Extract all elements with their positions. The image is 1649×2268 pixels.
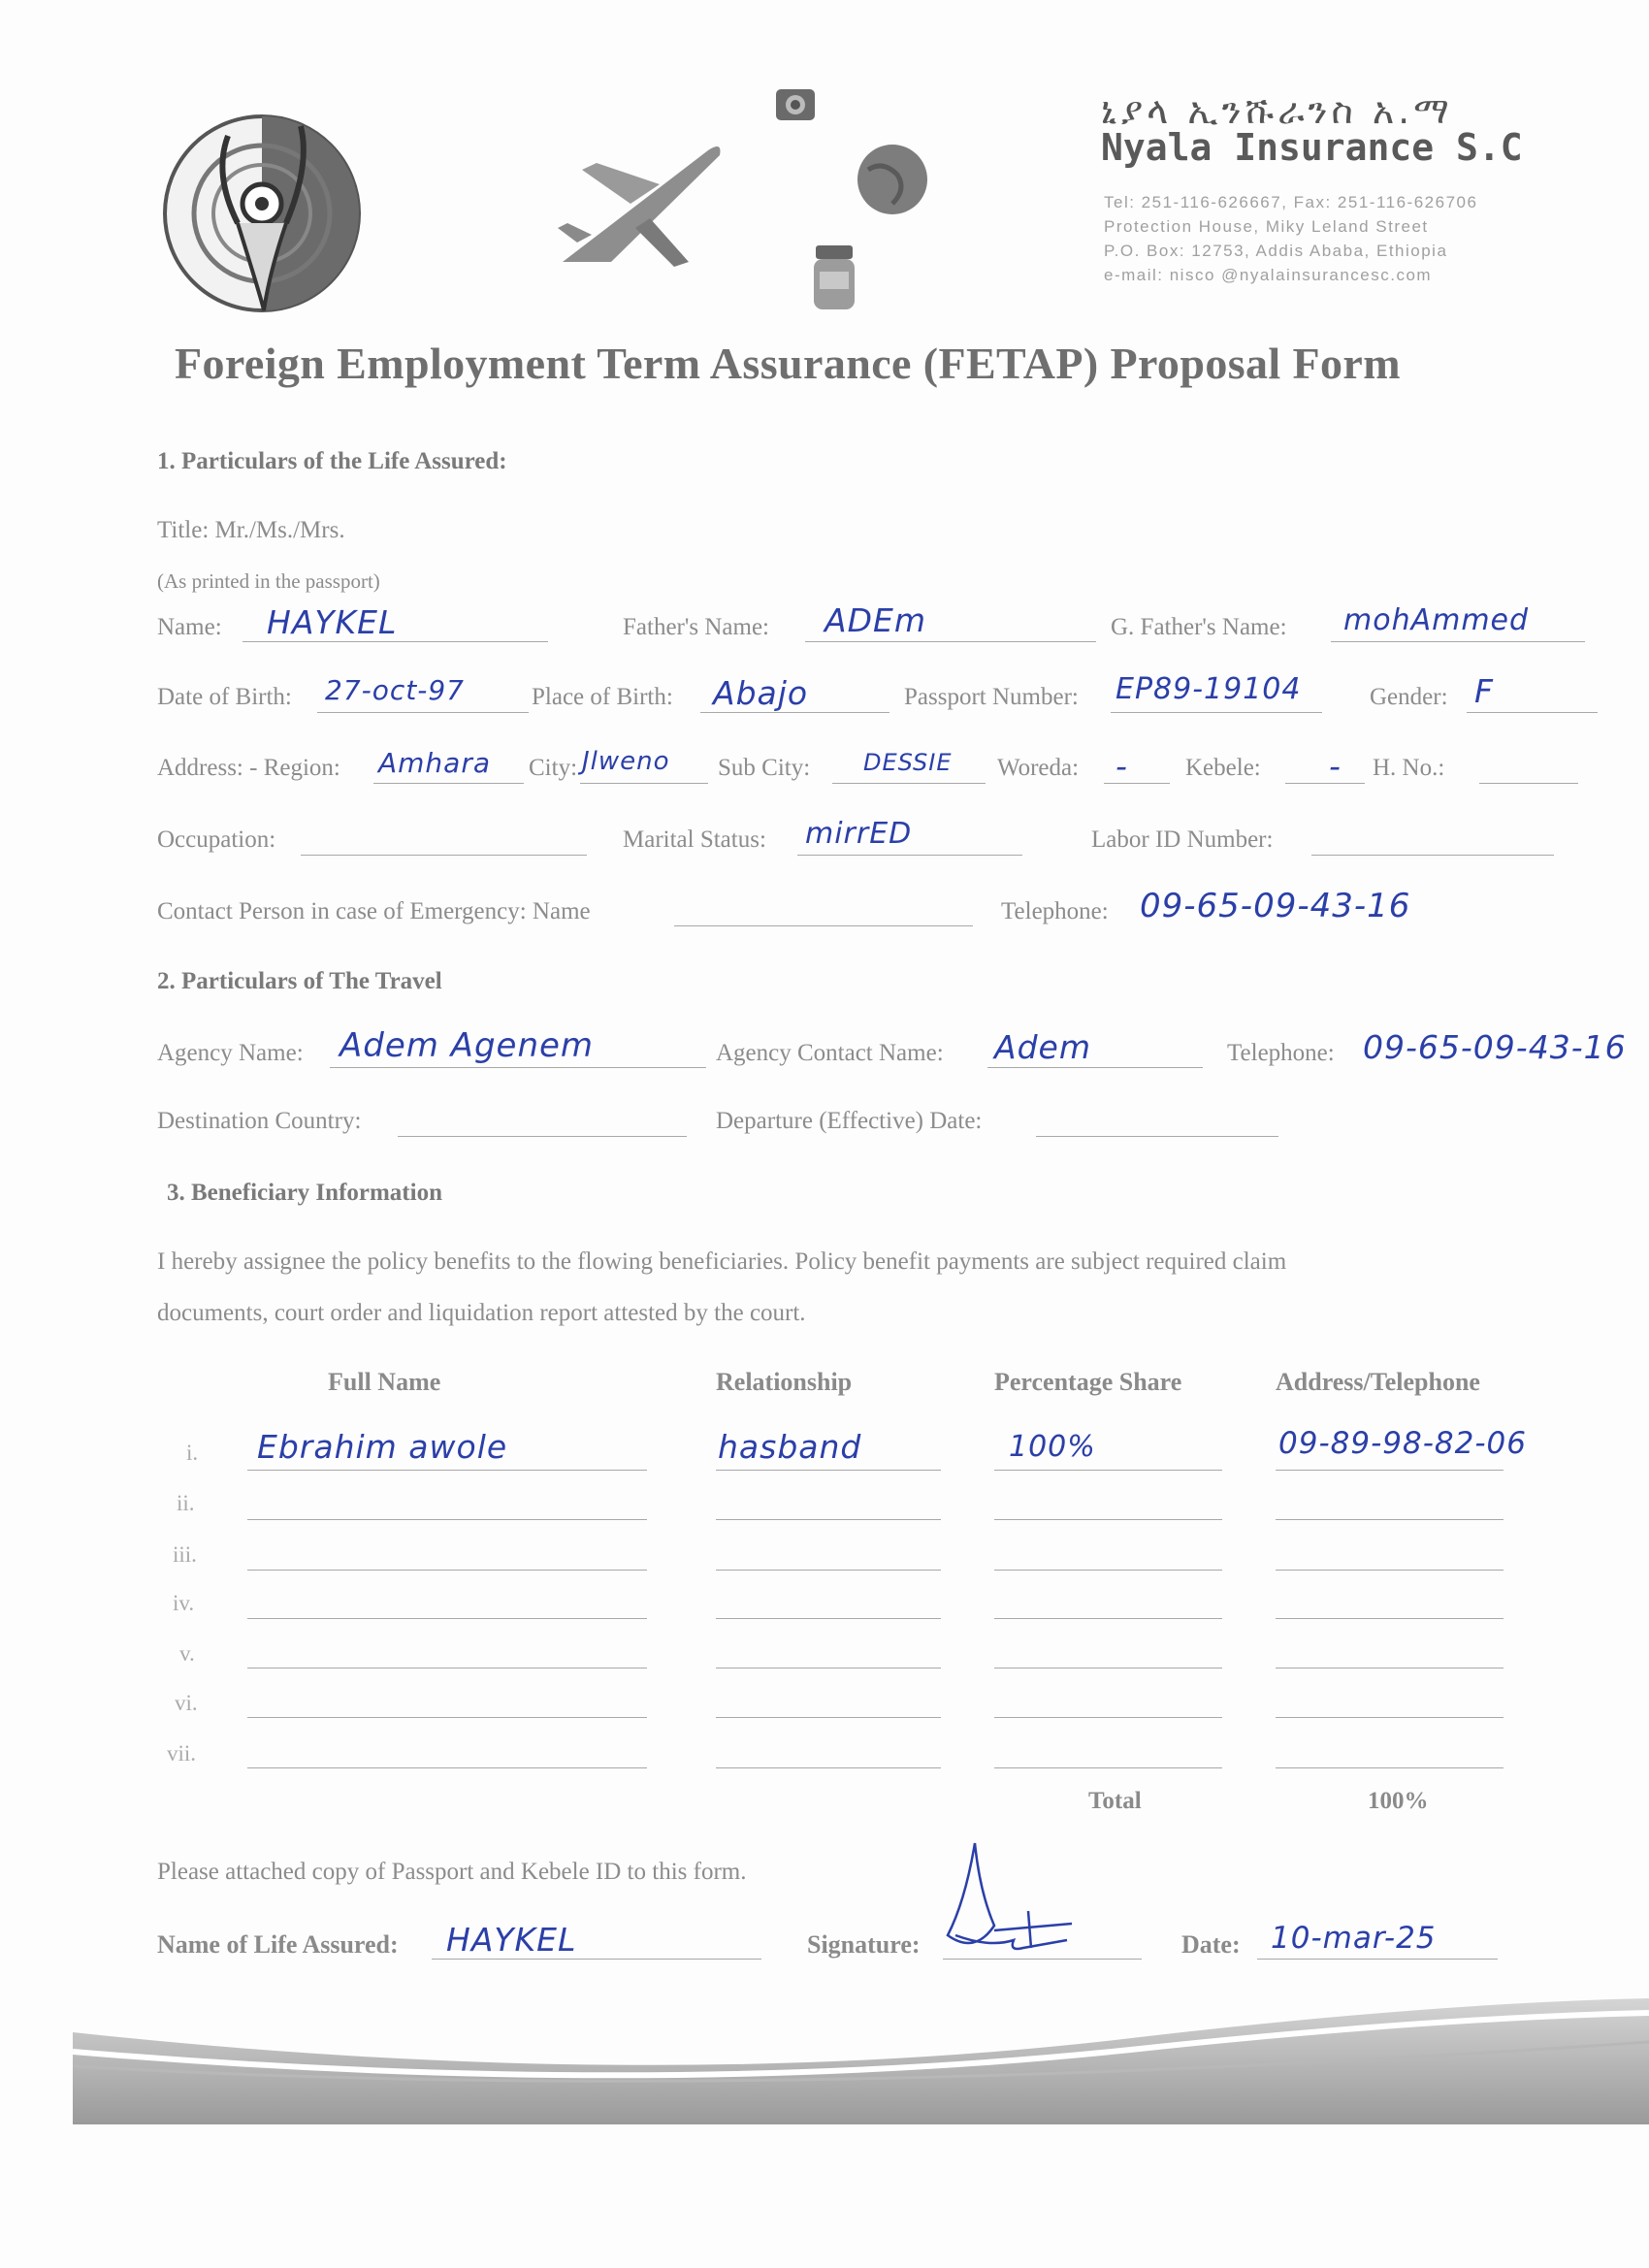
relationship-field[interactable] <box>716 1570 941 1571</box>
date-value: 10-mar-25 <box>1271 1921 1437 1956</box>
section2-heading: 2. Particulars of The Travel <box>157 968 442 994</box>
life-assured-label: Name of Life Assured: <box>157 1930 399 1959</box>
passport-number-field[interactable] <box>1111 712 1322 713</box>
pob-label: Place of Birth: <box>532 684 673 710</box>
row-number: iv. <box>173 1591 195 1615</box>
attach-note: Please attached copy of Passport and Kebele ID to this form. <box>157 1859 747 1885</box>
relationship-field[interactable] <box>716 1668 941 1669</box>
subcity-value: DESSIE <box>863 749 953 776</box>
percentage-field[interactable] <box>994 1519 1222 1520</box>
airplane-icon <box>553 126 728 272</box>
company-name: Nyala Insurance S.C <box>1101 126 1523 169</box>
date-label: Date: <box>1181 1930 1241 1959</box>
life-assured-value: HAYKEL <box>446 1921 577 1959</box>
address-field[interactable] <box>1276 1767 1504 1768</box>
departure-date-label: Departure (Effective) Date: <box>716 1108 983 1134</box>
subcity-field[interactable] <box>832 783 986 784</box>
full-name-field[interactable] <box>247 1717 647 1718</box>
pob-field[interactable] <box>700 712 889 713</box>
form-title: Foreign Employment Term Assurance (FETAP) Proposal Form <box>175 339 1401 388</box>
relationship-field[interactable] <box>716 1470 941 1471</box>
agency-name-value: Adem Agenem <box>340 1026 595 1065</box>
footer-wave-band <box>73 1960 1649 2124</box>
full-name-field[interactable] <box>247 1519 647 1520</box>
father-name-label: Father's Name: <box>623 614 769 640</box>
company-email: e-mail: nisco @nyalainsurancesc.com <box>1104 266 1433 284</box>
row-number: vi. <box>175 1691 198 1715</box>
full-name-field[interactable] <box>247 1618 647 1619</box>
gfather-name-field[interactable] <box>1331 641 1585 642</box>
dob-field[interactable] <box>317 712 529 713</box>
agency-telephone-value: 09-65-09-43-16 <box>1363 1028 1627 1066</box>
pob-value: Abajo <box>713 674 809 712</box>
city-field[interactable] <box>580 783 708 784</box>
dob-value: 27-oct-97 <box>325 674 465 706</box>
address-field[interactable] <box>1276 1717 1504 1718</box>
nyala-logo <box>155 107 369 320</box>
address-field[interactable] <box>1276 1470 1504 1471</box>
labor-id-field[interactable] <box>1311 855 1554 856</box>
subcity-label: Sub City: <box>718 755 811 781</box>
gender-label: Gender: <box>1370 684 1448 710</box>
percentage-field[interactable] <box>994 1470 1222 1471</box>
city-label: City: <box>529 755 578 781</box>
percentage-field[interactable] <box>994 1767 1222 1768</box>
relationship-value: hasband <box>718 1428 862 1466</box>
occupation-field[interactable] <box>301 855 587 856</box>
passport-note: (As printed in the passport) <box>157 569 380 593</box>
gender-field[interactable] <box>1467 712 1598 713</box>
emergency-telephone-label: Telephone: <box>1001 898 1109 924</box>
emergency-contact-field[interactable] <box>674 925 973 926</box>
row-number: vii. <box>167 1741 197 1766</box>
beneficiary-statement-line1: I hereby assignee the policy benefits to the flowing beneficiaries. Policy benefit payments are subject required claim <box>157 1248 1287 1275</box>
address-field[interactable] <box>1276 1618 1504 1619</box>
signature-label: Signature: <box>807 1930 921 1959</box>
globe-icon <box>854 141 931 218</box>
city-value: Jlweno <box>582 747 670 776</box>
company-address-2: P.O. Box: 12753, Addis Ababa, Ethiopia <box>1104 242 1448 260</box>
gender-value: F <box>1474 672 1494 710</box>
full-name-field[interactable] <box>247 1668 647 1669</box>
full-name-field[interactable] <box>247 1470 647 1471</box>
dob-label: Date of Birth: <box>157 684 292 710</box>
agency-name-label: Agency Name: <box>157 1040 304 1066</box>
kebele-label: Kebele: <box>1185 755 1261 781</box>
relationship-field[interactable] <box>716 1519 941 1520</box>
emergency-telephone-value: 09-65-09-43-16 <box>1140 887 1411 925</box>
total-value: 100% <box>1368 1788 1429 1814</box>
house-number-field[interactable] <box>1479 783 1578 784</box>
destination-country-field[interactable] <box>398 1136 687 1137</box>
section1-heading: 1. Particulars of the Life Assured: <box>157 448 507 474</box>
camera-icon <box>771 80 820 128</box>
marital-status-field[interactable] <box>797 855 1022 856</box>
full-name-field[interactable] <box>247 1767 647 1768</box>
percentage-field[interactable] <box>994 1570 1222 1571</box>
woreda-label: Woreda: <box>997 755 1080 781</box>
title-label: Title: Mr./Ms./Mrs. <box>157 517 345 543</box>
agency-telephone-label: Telephone: <box>1227 1040 1335 1066</box>
gfather-name-label: G. Father's Name: <box>1111 614 1287 640</box>
signature-mark <box>936 1833 1082 1969</box>
beneficiary-statement-line2: documents, court order and liquidation report attested by the court. <box>157 1300 806 1326</box>
departure-date-field[interactable] <box>1036 1136 1278 1137</box>
kebele-value: - <box>1329 747 1342 785</box>
address-field[interactable] <box>1276 1570 1504 1571</box>
company-address-1: Protection House, Miky Leland Street <box>1104 217 1429 236</box>
name-label: Name: <box>157 614 222 640</box>
address-field[interactable] <box>1276 1668 1504 1669</box>
company-amharic-name: ኒያላ ኢንሹራንስ አ.ማ <box>1101 89 1453 132</box>
full-name-field[interactable] <box>247 1570 647 1571</box>
marital-status-value: mirrED <box>805 817 913 851</box>
percentage-field[interactable] <box>994 1668 1222 1669</box>
relationship-field[interactable] <box>716 1618 941 1619</box>
bottle-icon <box>810 241 858 313</box>
row-number: iii. <box>173 1542 197 1567</box>
agency-contact-value: Adem <box>994 1028 1091 1066</box>
emergency-contact-label: Contact Person in case of Emergency: Name <box>157 898 591 924</box>
name-value: HAYKEL <box>267 603 398 641</box>
address-value: 09-89-98-82-06 <box>1278 1426 1527 1461</box>
total-label: Total <box>1088 1788 1142 1814</box>
relationship-field[interactable] <box>716 1767 941 1768</box>
col-relationship: Relationship <box>716 1368 853 1396</box>
region-field[interactable] <box>373 783 524 784</box>
name-field[interactable] <box>242 641 548 642</box>
passport-number-value: EP89-19104 <box>1116 672 1302 706</box>
father-name-field[interactable] <box>805 641 1096 642</box>
percentage-field[interactable] <box>994 1717 1222 1718</box>
agency-name-field[interactable] <box>330 1067 706 1068</box>
row-number: v. <box>179 1641 195 1666</box>
address-field[interactable] <box>1276 1519 1504 1520</box>
agency-contact-field[interactable] <box>987 1067 1203 1068</box>
section3-heading: 3. Beneficiary Information <box>167 1180 442 1206</box>
region-value: Amhara <box>378 747 492 779</box>
percentage-field[interactable] <box>994 1618 1222 1619</box>
house-number-label: H. No.: <box>1373 755 1445 781</box>
gfather-name-value: mohAmmed <box>1343 603 1530 637</box>
agency-contact-label: Agency Contact Name: <box>716 1040 944 1066</box>
woreda-field[interactable] <box>1104 783 1170 784</box>
labor-id-label: Labor ID Number: <box>1091 826 1274 853</box>
col-percentage-share: Percentage Share <box>994 1368 1182 1396</box>
destination-country-label: Destination Country: <box>157 1108 362 1134</box>
full-name-value: Ebrahim awole <box>257 1428 508 1466</box>
passport-number-label: Passport Number: <box>904 684 1079 710</box>
col-address-telephone: Address/Telephone <box>1276 1368 1480 1396</box>
marital-status-label: Marital Status: <box>623 826 766 853</box>
row-number: i. <box>186 1441 199 1465</box>
company-tel-fax: Tel: 251-116-626667, Fax: 251-116-626706 <box>1104 193 1478 211</box>
region-label: Address: - Region: <box>157 755 340 781</box>
relationship-field[interactable] <box>716 1717 941 1718</box>
col-full-name: Full Name <box>328 1368 441 1396</box>
occupation-label: Occupation: <box>157 826 276 853</box>
woreda-value: - <box>1116 747 1128 785</box>
father-name-value: ADEm <box>824 601 926 639</box>
kebele-field[interactable] <box>1285 783 1365 784</box>
percentage-value: 100% <box>1009 1430 1096 1464</box>
row-number: ii. <box>177 1491 195 1515</box>
